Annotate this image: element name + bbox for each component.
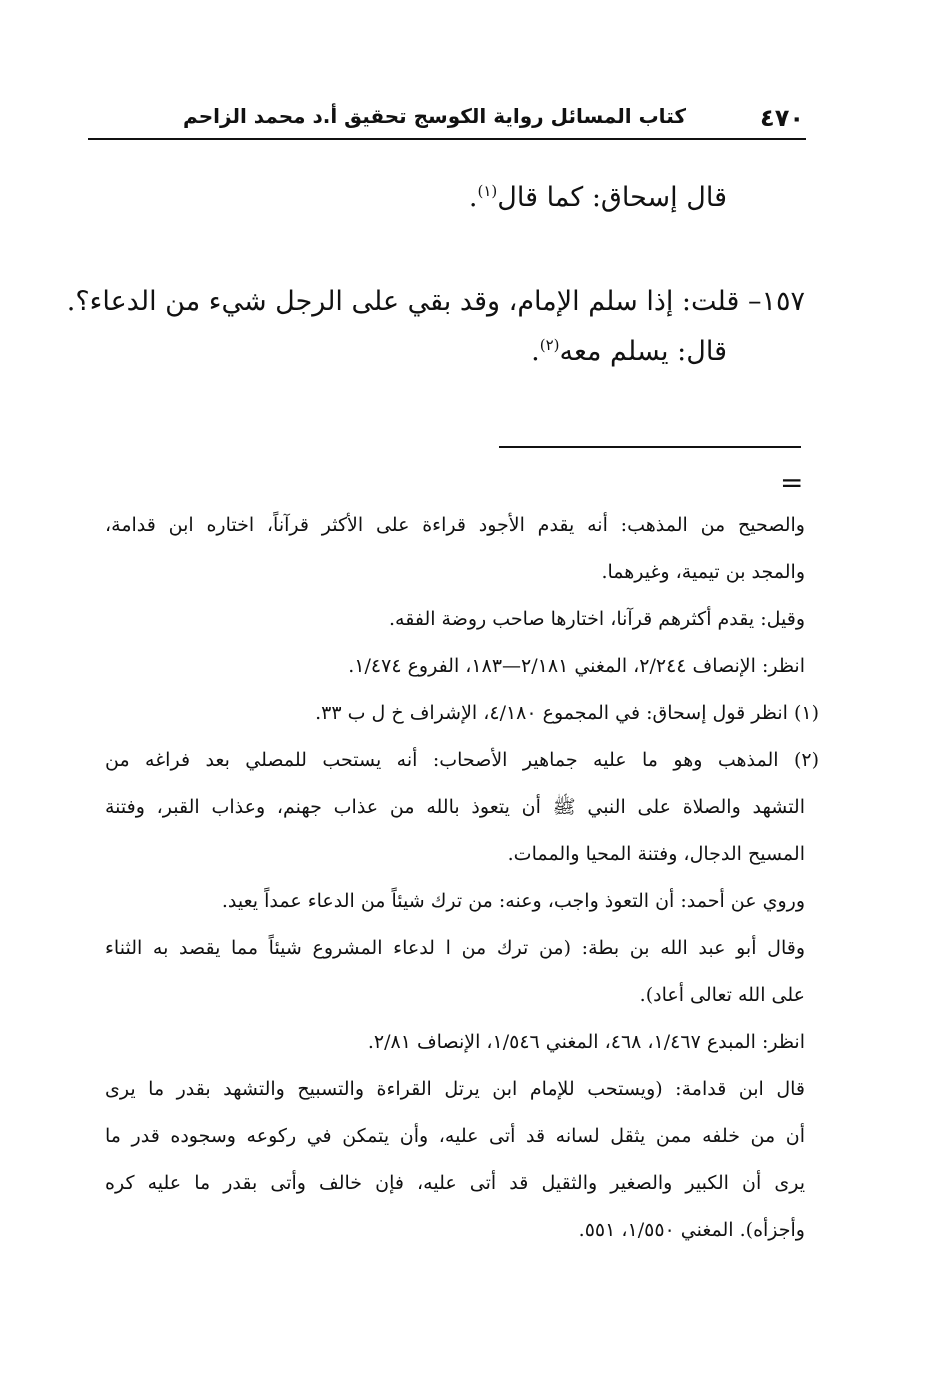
ishaq-text: قال إسحاق: كما قال xyxy=(497,182,727,213)
footnote-line: على الله تعالى أعاد). xyxy=(639,984,805,1006)
page-number: ٤٧٠ xyxy=(760,104,804,132)
footnote-ref-2: (٢) xyxy=(539,336,560,354)
footnote-line: وقال أبو عبد الله بن بطة: (من ترك من ا لدعاء المشروع شيئاً مما يقصد به الثناء xyxy=(105,937,805,959)
page-header xyxy=(88,98,806,140)
footnote-line: والمجد بن تيمية، وغيرهما. xyxy=(601,561,805,583)
footnote-line: وقيل: يقدم أكثرهم قرآنا، اختارها صاحب روضة الفقه. xyxy=(389,608,805,630)
footnote-2: (٢) المذهب وهو ما عليه جماهير الأصحاب: أنه يستحب للمصلي بعد فراغه من xyxy=(105,749,819,771)
footnote-line: التشهد والصلاة على النبي ﷺ أن يتعوذ بالله من عذاب جهنم، وعذاب القبر، وفتنة xyxy=(105,796,805,818)
footnote-line: انظر: الإنصاف ٢/٢٤٤، المغني ٢/١٨١—١٨٣، الفروع ١/٤٧٤. xyxy=(348,655,805,677)
question-157: ١٥٧– قلت: إذا سلم الإمام، وقد بقي على الرجل شيء من الدعاء؟. xyxy=(66,286,805,317)
footnote-line: وأجزأه). المغني ١/٥٥٠، ٥٥١. xyxy=(578,1219,805,1241)
running-title: كتاب المسائل رواية الكوسج تحقيق أ.د محمد الزاحم xyxy=(183,104,686,128)
ishaq-statement xyxy=(469,182,727,213)
footnote-line: وروي عن أحمد: أن التعوذ واجب، وعنه: من ترك شيئاً من الدعاء عمداً يعيد. xyxy=(221,890,805,912)
continuation-mark: = xyxy=(780,466,804,499)
footnote-line: يرى أن الكبير والصغير والثقيل قد أتى عليه، فإن خالف وأتى بقدر ما عليه كره xyxy=(105,1172,805,1194)
footnote-line: انظر: المبدع ١/٤٦٧، ٤٦٨، المغني ١/٥٤٦، الإنصاف ٢/٨١. xyxy=(367,1031,805,1053)
footnote-1: (١) انظر قول إسحاق: في المجموع ٤/١٨٠، الإشراف خ ل ب ٣٣. xyxy=(315,702,819,724)
footnote-line: المسيح الدجال، وفتنة المحيا والممات. xyxy=(507,843,805,865)
footnote-line: والصحيح من المذهب: أنه يقدم الأجود قراءة على الأكثر قرآناً، اختاره ابن قدامة، xyxy=(105,514,805,536)
answer-text: قال: يسلم معه xyxy=(559,336,727,367)
answer-157 xyxy=(531,336,727,367)
footnote-ref-1: (١) xyxy=(477,182,498,200)
period: . xyxy=(531,336,540,367)
period: . xyxy=(468,182,478,213)
footnote-line: أن من خلفه ممن يثقل لسانه قد أتى عليه، وأن يتمكن في ركوعه وسجوده قدر ما xyxy=(105,1125,805,1147)
footnote-line: قال ابن قدامة: (ويستحب للإمام ابن يرتل القراءة والتسبيح والتشهد بقدر ما يرى xyxy=(105,1078,805,1100)
footnote-separator xyxy=(499,446,801,448)
